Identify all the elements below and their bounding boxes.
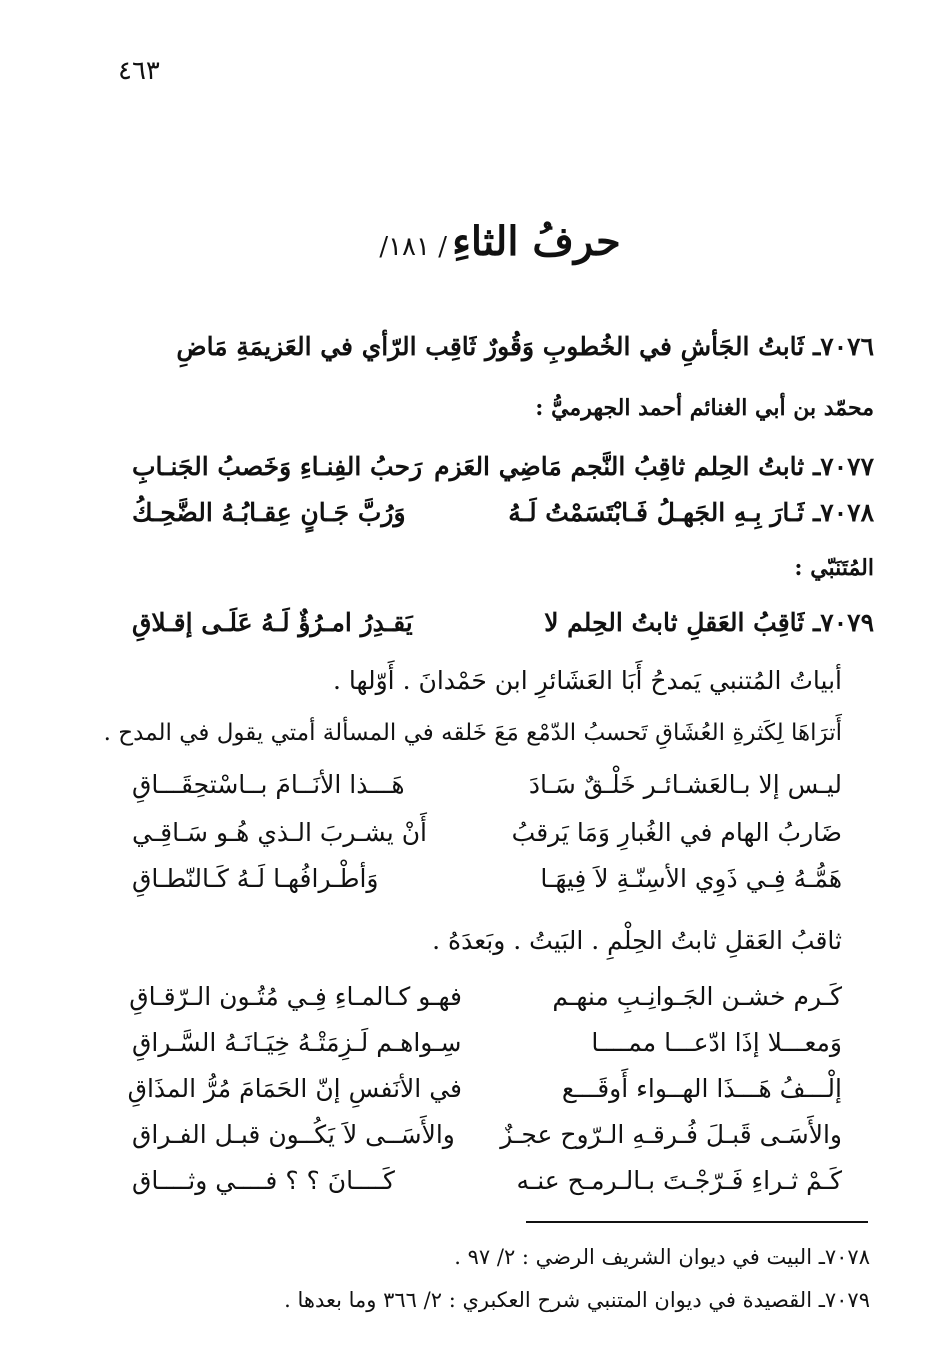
attribution-jahrami: محمّد بن أبي الغنائم أحمد الجهرميُّ : xyxy=(535,395,874,421)
chapter-heading xyxy=(300,218,700,265)
verse-a-2-first: ضَاربُ الهام في الغُبارِ وَمَا يَرقبُ xyxy=(511,818,842,847)
verse-b-4-second: والأَسَــى لاَ يَكُــون قبـل الفـراق xyxy=(132,1120,455,1149)
verse-a-1-first: ليـس إلا بـالعَشـائـر خَلْـقٌ سَـادَ xyxy=(528,770,842,799)
verse-b-2-second: سِـواهـم لَـزِمَتْـهُ خِيَـانَـهُ السَّـراقِ xyxy=(132,1028,462,1057)
verse-b-2-first: وَمعـــلا إذَا ادّعـــا ممــــا xyxy=(591,1028,842,1057)
entry-7079-second-hemistich: يَقـدِرُ امـرُؤٌ لَـهُ عَلَـى إقـلاقِ xyxy=(132,608,413,637)
verse-a-2-second: أَنْ يشـربَ الـذي هُـو سَـاقِـي xyxy=(132,818,428,847)
verse-a-3-first: هَمُّـهُ فِـي ذَوِي الأسِنّـةِ لاَ فِيهَـا xyxy=(540,864,842,893)
note-poem-intro: أبياتُ المُتنبي يَمدحُ أَبَا العَشَائرِ ابن حَمْدانَ . أَوّلها . xyxy=(332,666,842,695)
verse-b-4-first: والأَسَـى قَبـلَ فُـرقـهِ الـرّوح عجـزٌ xyxy=(500,1120,842,1149)
verse-b-5-first: كَـمْ ثـراءِ فَـرّجْـتَ بـالـرمـح عنـه xyxy=(516,1166,842,1195)
entry-7077-second-hemistich: رَحبُ الفِنـاءِ وَخَصبُ الجَنـابِ xyxy=(132,452,423,481)
page-number: ٤٦٣ xyxy=(118,56,160,86)
entry-7079-first-hemistich: ٧٠٧٩ـ ثَاقِبُ العَقلِ ثابتُ الحِلم لا xyxy=(544,608,874,637)
verse-b-5-second: كَــــانَ ؟ ؟ فــــي وثــــاق xyxy=(132,1166,395,1195)
entry-7078-first-hemistich: ٧٠٧٨ـ ثَـارَ بِـهِ الجَهـلُ فَـابْتَسَمْتُ لَـهُ xyxy=(508,498,874,527)
chapter-number: / ١٨١/ xyxy=(379,232,448,262)
verse-b-3-first: إلْـــفُ هَـــذَا الهــواء أَوقَـــع xyxy=(561,1074,842,1103)
verse-a-3-second: وَأطْـرافُهـا لَـهُ كَـالنّطـاقِ xyxy=(132,864,379,893)
entry-7077-first-hemistich: ٧٠٧٧ـ ثابتُ الحِلم ثاقِبُ النَّجم مَاضِي العَزم xyxy=(434,452,874,481)
footnote-divider xyxy=(526,1221,868,1223)
footnote-7079: ٧٠٧٩ـ القصيدة في ديوان المتنبي شرح العكبري : ٢/ ٣٦٦ وما بعدها . xyxy=(284,1288,870,1312)
verse-a-1-second: هَـــذا الأنَــامَ بــاسْتحِقَـــاقِ xyxy=(132,770,405,799)
verse-b-1-second: فهـو كـالمـاءِ فِـي مُتُـون الـرّقـاقِ xyxy=(129,982,462,1011)
entry-7078-second-hemistich: وَرُبَّ جَـانٍ عِقـابُـهُ الضَّحِـكُ xyxy=(132,498,406,527)
verse-b-3-second: في الأنَفسِ إنّ الحَمَامَ مُرُّ المذَاقِ xyxy=(127,1074,462,1103)
chapter-title: حرفُ الثاءِ xyxy=(452,218,621,265)
note-opening-verse: أَترَاهَا لِكَثرةِ العُشَاقِ تَحسبُ الدّمْع مَعَ خَلقه في المسألة أمتي يقول في المدح . xyxy=(103,720,842,746)
verse-b-1-first: كَـرم خشـن الجَـوانِـبِ منهـم xyxy=(552,982,842,1011)
attribution-mutanabbi: المُتَنَبّي : xyxy=(794,555,874,581)
footnote-7078: ٧٠٧٨ـ البيت في ديوان الشريف الرضي : ٢/ ٩٧ . xyxy=(454,1245,870,1269)
note-continuation: ثاقبُ العَقلِ ثابتُ الحِلْمِ . البَيتُ . وبَعدَهُ . xyxy=(432,926,842,955)
entry-7076: ٧٠٧٦ـ ثَابتُ الجَأشِ في الخُطوبِ وَقُورٌ ثَاقِب الرّأي في العَزيمَةِ مَاضِ xyxy=(176,332,874,361)
